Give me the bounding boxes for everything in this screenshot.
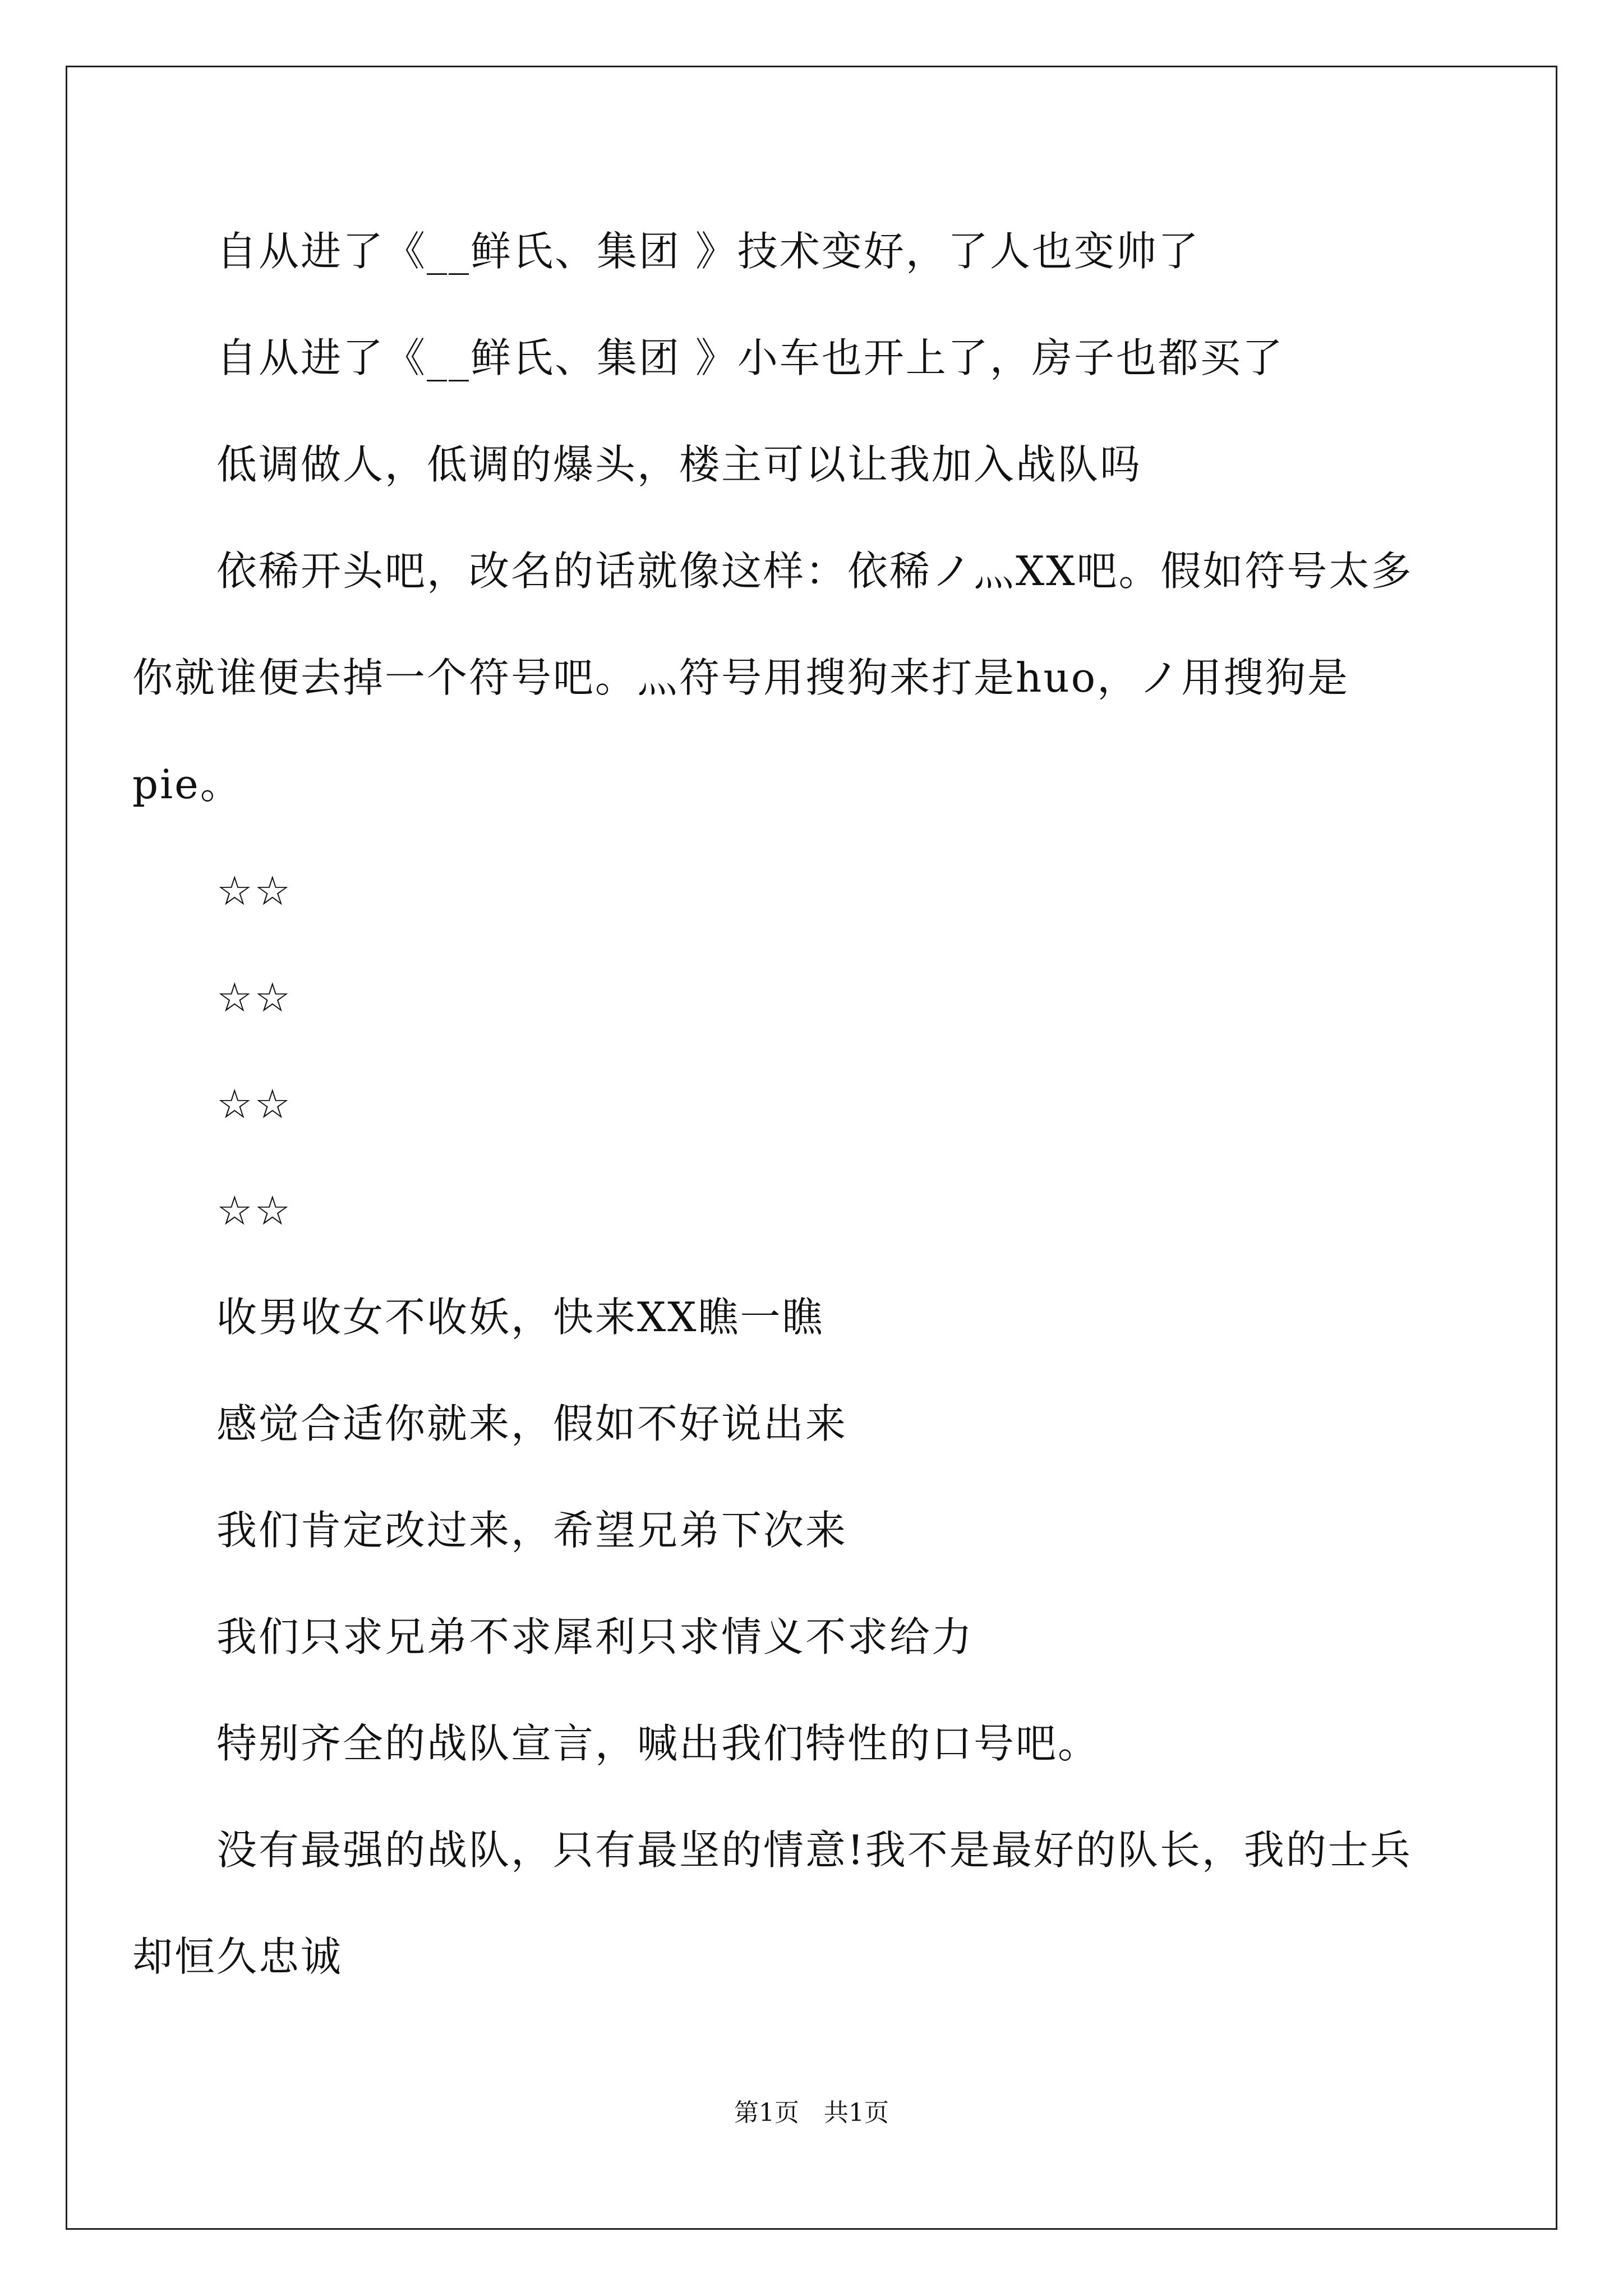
text-line-13: 我们肯定改过来，希望兄弟下次来 bbox=[216, 1507, 848, 1554]
text-line-4: 依稀开头吧，改名的话就像这样：依稀ノ灬XX吧。假如符号太多 bbox=[216, 547, 1413, 595]
text-line-11: 收男收女不收妖，快来XX瞧一瞧 bbox=[216, 1294, 824, 1341]
stars-line-2: ☆☆ bbox=[216, 974, 293, 1021]
text-line-6: pie。 bbox=[132, 761, 242, 808]
stars-line-1: ☆☆ bbox=[216, 867, 293, 914]
page-border bbox=[66, 66, 1557, 2230]
page-number-footer: 第1页 共1页 bbox=[734, 2099, 889, 2127]
text-line-2: 自从进了《__鲜氏、集团 》小车也开上了，房子也都买了 bbox=[216, 334, 1284, 381]
stars-line-4: ☆☆ bbox=[216, 1187, 293, 1234]
text-line-14: 我们只求兄弟不求犀利只求情义不求给力 bbox=[216, 1613, 974, 1660]
text-line-12: 感觉合适你就来，假如不好说出来 bbox=[216, 1400, 848, 1447]
text-line-5: 你就谁便去掉一个符号吧。灬符号用搜狗来打是huo，ノ用搜狗是 bbox=[132, 654, 1350, 701]
text-line-17: 却恒久忠诚 bbox=[132, 1933, 343, 1980]
text-line-16: 没有最强的战队，只有最坚的情意!我不是最好的队长，我的士兵 bbox=[216, 1826, 1412, 1874]
text-line-1: 自从进了《__鲜氏、集团 》技术变好，了人也变帅了 bbox=[216, 228, 1200, 275]
text-line-15: 特别齐全的战队宣言，喊出我们特性的口号吧。 bbox=[216, 1720, 1100, 1767]
text-line-3: 低调做人，低调的爆头，楼主可以让我加入战队吗 bbox=[216, 441, 1142, 488]
stars-line-3: ☆☆ bbox=[216, 1080, 293, 1128]
